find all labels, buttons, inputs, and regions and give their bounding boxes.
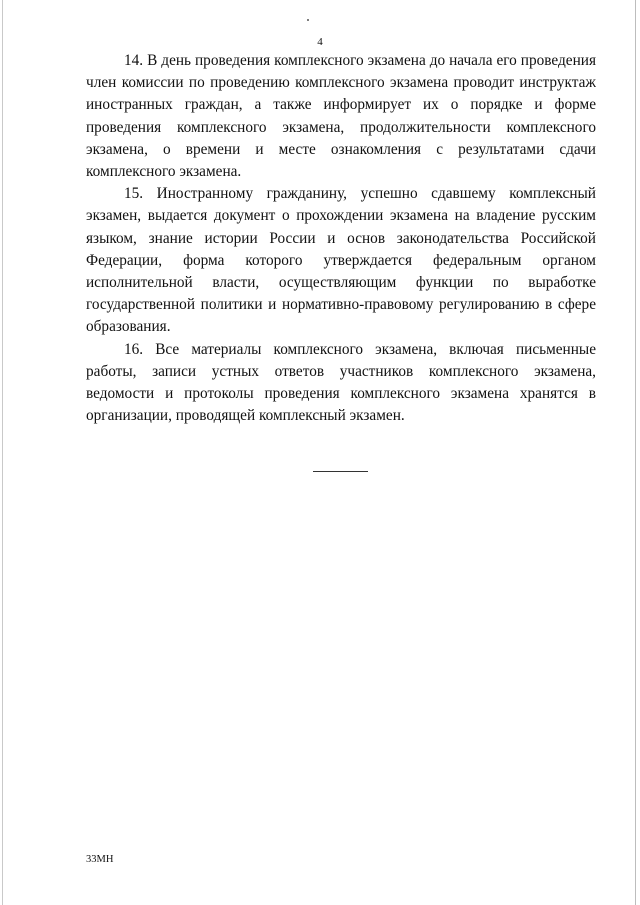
paragraph-16: 16. Все материалы комплексного экзамена, включая письменные работы, записи устных ответов участников комплексного экзамена, ведомости и протоколы проведения комплексного экзамена хранятся в организации, проводящей комплексный экзамен.	[86, 340, 596, 425]
paragraph-15: 15. Иностранному гражданину, успешно сдавшему комплексный экзамен, выдается документ о прохождении экзамена на владение русским языком, знание истории России и основ законодательства Российской Федерации, форма которого утверждается федеральным органом исполнительной власти, осуществляющим функции по выработке государственной политики и нормативно-правовому регулированию в сфере образования.	[86, 185, 596, 336]
scan-speck	[307, 19, 309, 21]
document-body	[86, 50, 596, 427]
scan-edge-right	[635, 0, 636, 905]
end-divider-line	[313, 471, 368, 472]
paragraph-14: 14. В день проведения комплексного экзамена до начала его проведения член комиссии по проведению комплексного экзамена проводит инструктаж иностранных граждан, а также информирует их о порядке и форме проведения комплексного экзамена, продолжительности комплексного экзамена, о времени и месте ознакомления с результатами сдачи комплексного экзамена.	[86, 52, 596, 181]
scan-edge-left	[2, 0, 3, 905]
footer-code: 33МН	[86, 854, 114, 865]
page-number: 4	[317, 36, 323, 48]
